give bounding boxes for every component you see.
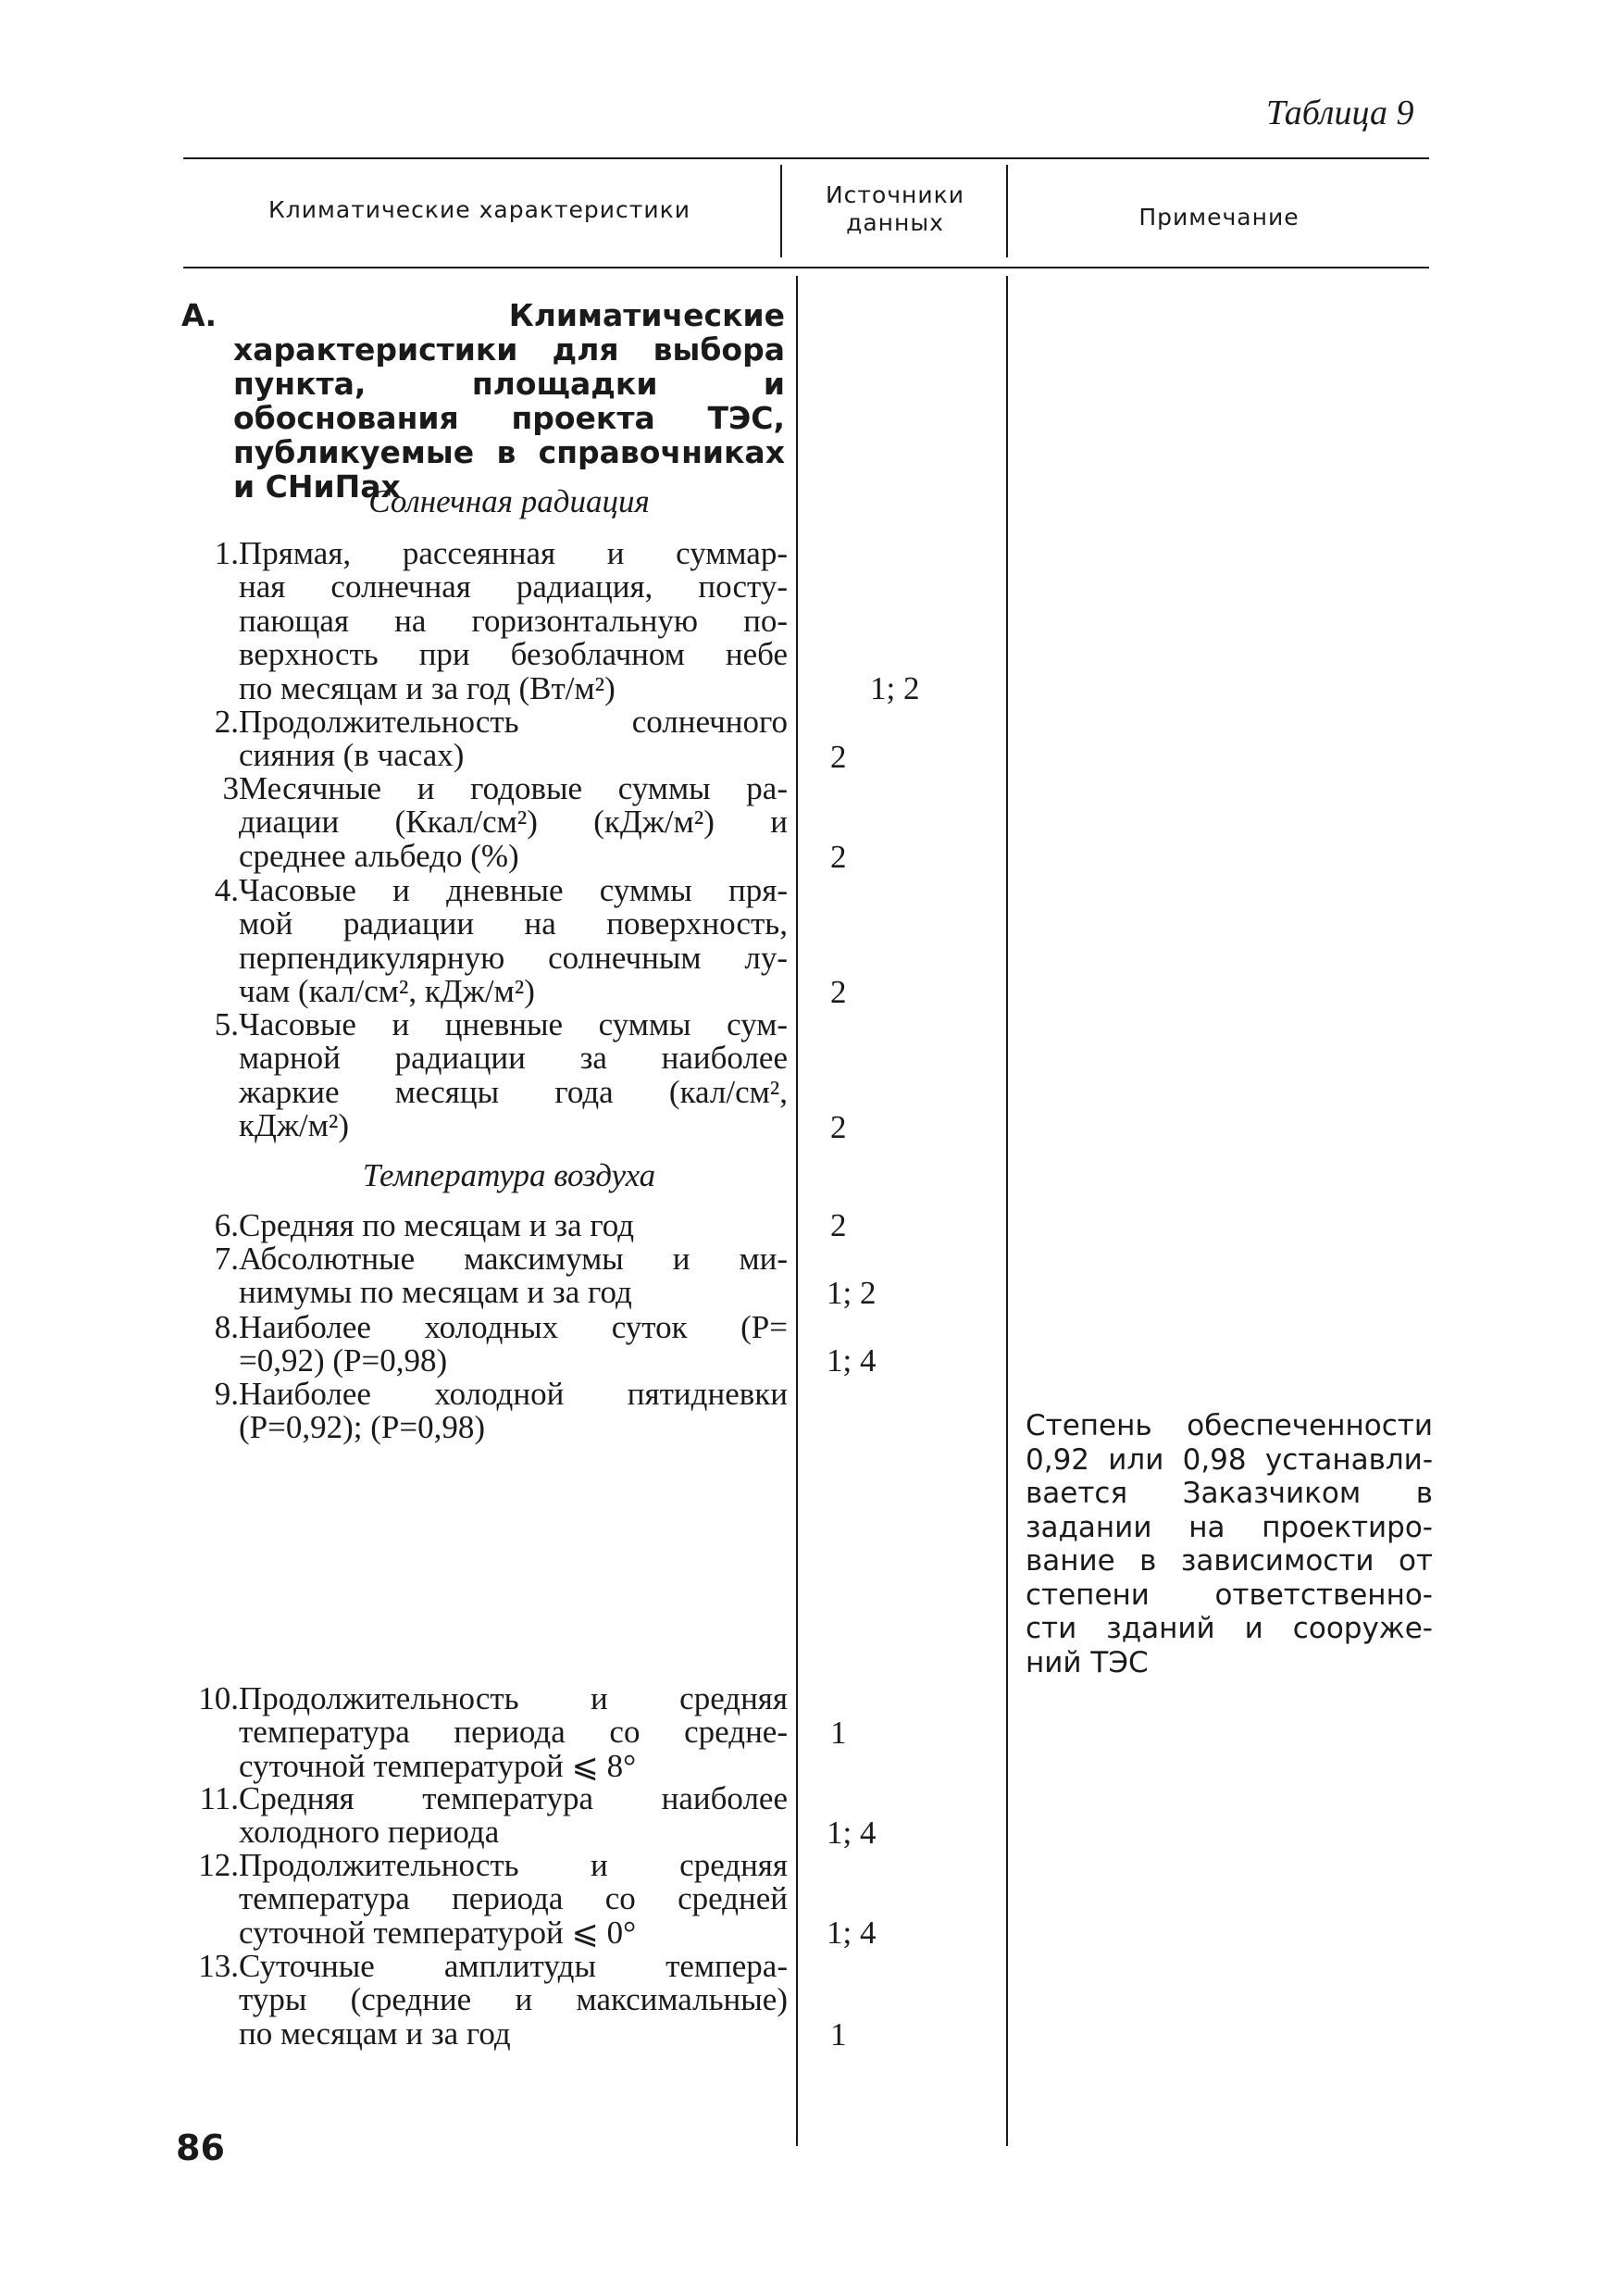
row9-note: Степень обеспеченности 0,92 или 0,98 устанавли- вается Заказчиком в задании на проектиро- вание в зависимости от степени ответственно- сти зданий и сооруже- ний ТЭС — [1026, 1409, 1433, 1679]
row-number: 10. — [198, 1680, 239, 1716]
row-text: Продолжительность и средняя температура периода со средней суточной температурой ⩽ 0° — [239, 1847, 788, 1951]
row-number: 5. — [214, 1006, 239, 1042]
row-number: 1. — [214, 535, 239, 571]
row-source: 2 — [830, 1109, 847, 1145]
row-source: 2 — [830, 839, 847, 875]
row-text: Продолжительность солнечного сияния (в часах) — [239, 704, 788, 774]
column-divider-2 — [1006, 276, 1008, 2146]
row-source: 1; 2 — [827, 1275, 877, 1311]
row-source: 2 — [830, 1207, 847, 1243]
row-source: 1; 4 — [827, 1342, 877, 1379]
row-source: 1 — [830, 1715, 847, 1751]
page-number: 86 — [176, 2128, 225, 2168]
row-text: Средняя температура наиболее холодного периода — [239, 1780, 788, 1851]
table-row — [181, 705, 788, 774]
table-header-rule — [183, 267, 1429, 268]
table-row — [181, 1242, 788, 1311]
row-text: Суточные амплитуды темпера- туры (средние и максимальные) по месяцам и за год — [239, 1948, 788, 2052]
row-text: Месячные и годовые суммы ра- диации (Ккал/см²) (кДж/м²) и среднее альбедо (%) — [239, 770, 788, 874]
row-source: 1 — [830, 2016, 847, 2053]
row-source: 2 — [830, 974, 847, 1010]
table-row — [181, 1950, 788, 2052]
row-text: Продолжительность и средняя температура периода со средне- суточной температурой ⩽ 8° — [239, 1680, 788, 1784]
table-title: Таблица 9 — [1266, 94, 1414, 132]
row-number: 2. — [214, 704, 239, 740]
subsection-solar: Солнечная радиация — [368, 483, 650, 519]
table-row — [181, 1378, 788, 1446]
row-text: Средняя по месяцам и за год — [239, 1207, 635, 1243]
row-number: 11. — [199, 1780, 239, 1816]
row-source: 1; 4 — [827, 1815, 877, 1851]
row-number: 4. — [214, 872, 239, 908]
row-source: 1; 4 — [827, 1915, 877, 1951]
row-source: 2 — [830, 739, 847, 775]
row-text: Часовые и дневные суммы пря- мой радиации на поверхность, перпендикулярную солнечным лу- чам (кал/см², кДж/м²) — [239, 872, 788, 1010]
column-divider-1 — [796, 276, 798, 2146]
table-row — [181, 537, 788, 708]
row-number: 12. — [198, 1847, 239, 1883]
table-row — [181, 1008, 788, 1143]
table-top-rule — [183, 157, 1429, 159]
row-number: 8. — [214, 1309, 239, 1345]
header-sources: Источники данных — [825, 181, 964, 236]
table-row — [181, 1849, 788, 1951]
section-a-heading — [181, 298, 785, 504]
table-row — [181, 772, 788, 874]
row-number: 7. — [214, 1241, 239, 1277]
header-notes: Примечание — [1138, 204, 1300, 231]
header-divider-2 — [1006, 165, 1008, 257]
table-row — [181, 1682, 788, 1784]
row-number: 3 — [222, 770, 239, 806]
row-number: 13. — [198, 1948, 239, 1984]
row-number: 9. — [214, 1376, 239, 1412]
section-a-text: А. Климатические характеристики для выбора пункта, площадки и обоснования проекта ТЭС, публикуемые в справочниках и СНиПах — [181, 297, 785, 505]
row-number: 6. — [214, 1207, 239, 1243]
table-row — [181, 1311, 788, 1379]
header-characteristics: Климатические характеристики — [268, 196, 690, 223]
table-row — [181, 1782, 788, 1851]
row-text: Абсолютные максимумы и ми- нимумы по месяцам и за год — [239, 1241, 788, 1311]
table-row — [181, 1209, 788, 1244]
subsection-air-temperature: Температура воздуха — [362, 1157, 656, 1193]
row-text: Наиболее холодных суток (P= =0,92) (P=0,98) — [239, 1309, 788, 1379]
header-divider-1 — [780, 165, 782, 257]
row-text: Часовые и цневные суммы сум- марной радиации за наиболее жаркие месяцы года (кал/см², кДж/м²) — [239, 1006, 788, 1144]
row-text: Наиболее холодной пятидневки (P=0,92); (P=0,98) — [239, 1376, 788, 1446]
row-source: 1; 2 — [870, 670, 920, 706]
table-row — [181, 874, 788, 1009]
row-text: Прямая, рассеянная и суммар- ная солнечная радиация, посту- пающая на горизонтальную по- верхность при безоблачном небе по месяцам и за год (Вт/м²) — [239, 535, 788, 706]
